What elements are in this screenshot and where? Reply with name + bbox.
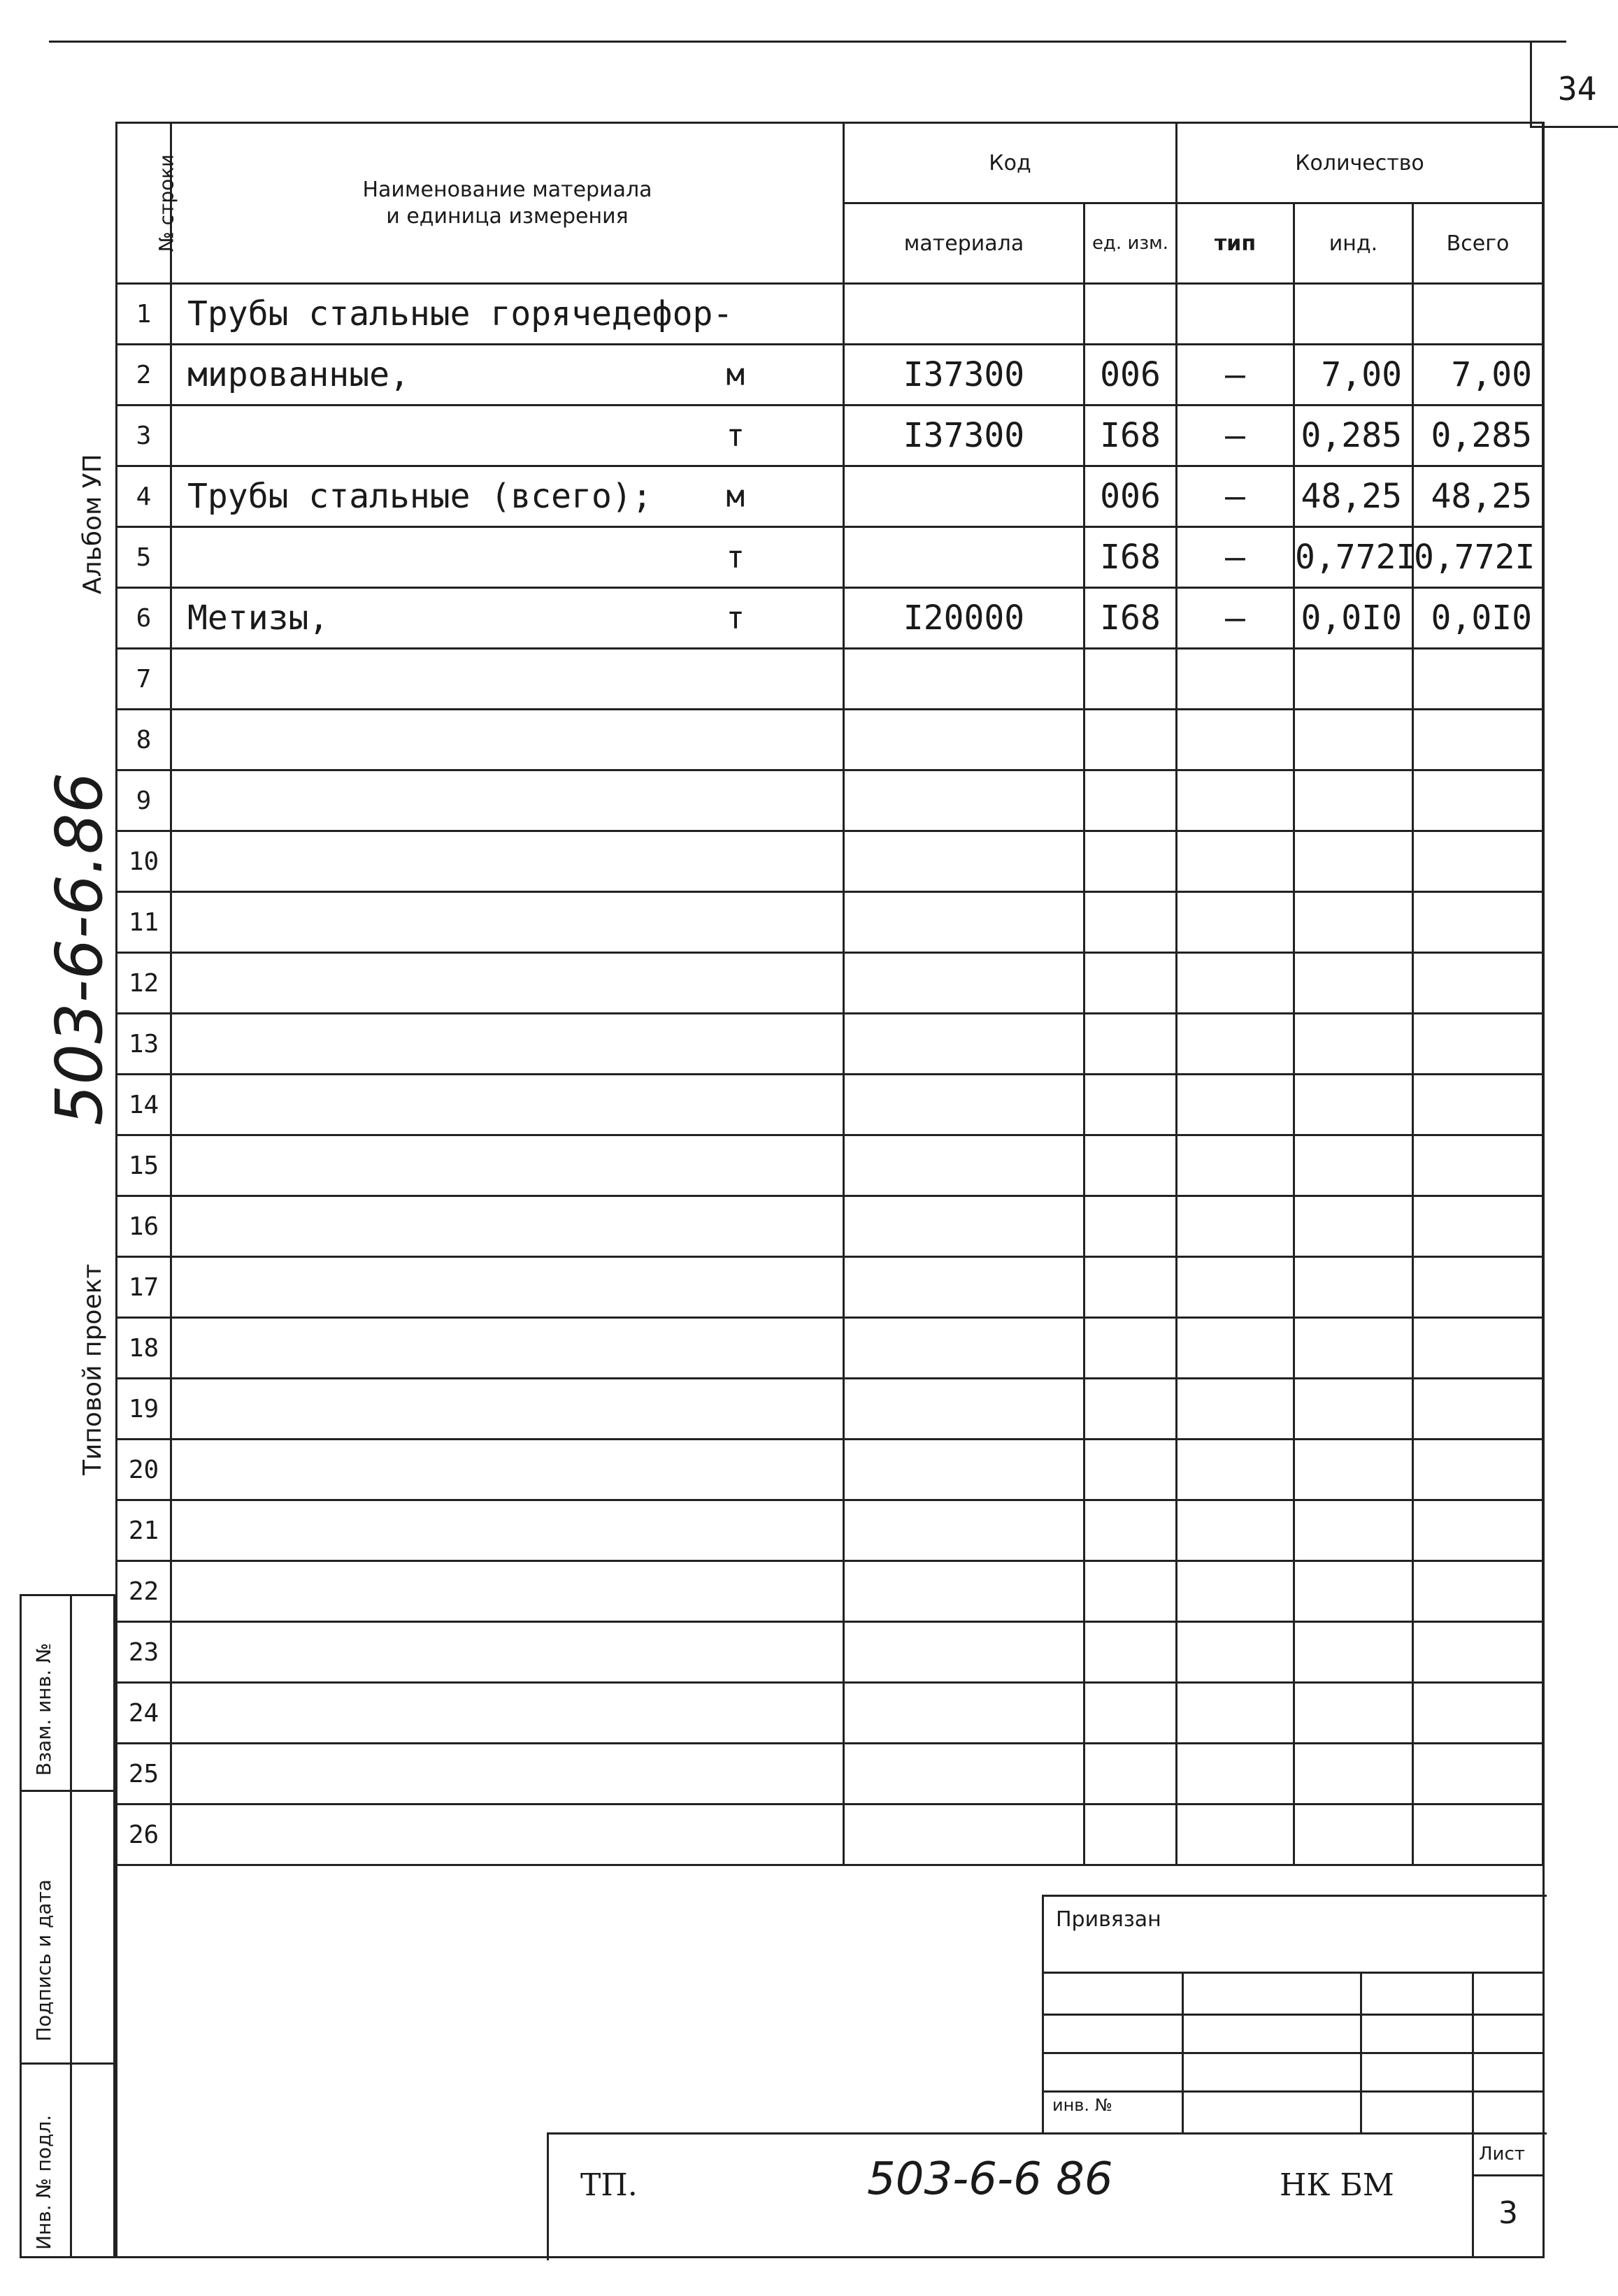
row-number: 16 [117,1196,171,1257]
material-name [171,710,844,770]
attach-line-1 [1042,1972,1545,1974]
row-number: 8 [117,710,171,770]
unit-code [1084,1440,1177,1500]
quantity-total [1413,649,1543,710]
approval-block-divider [70,1594,72,2258]
quantity-type [1177,770,1294,831]
material-name [171,466,844,527]
unit-code [1084,1014,1177,1075]
replacement-inv-label: Взам. инв. № [32,1642,55,1776]
quantity-ind [1294,831,1413,892]
table-row [117,1500,1543,1561]
quantity-type [1177,1014,1294,1075]
material-code [844,1257,1084,1318]
material-name [171,1014,844,1075]
table-row [117,710,1543,770]
quantity-ind [1294,1075,1413,1135]
quantity-type: – [1177,588,1294,649]
page-number-box-left [1530,42,1532,126]
mark-label: НК БМ [1280,2167,1394,2203]
material-code: I37300 [844,406,1084,466]
quantity-ind: 0,772I [1294,527,1413,588]
quantity-total: 0,772I [1413,527,1543,588]
quantity-type [1177,1622,1294,1683]
table-row [117,527,1543,588]
quantity-type [1177,953,1294,1014]
unit-code [1084,1622,1177,1683]
quantity-ind [1294,1135,1413,1196]
inv-original-label: Инв. № подл. [32,2114,55,2250]
quantity-ind: 0,285 [1294,406,1413,466]
material-name [171,831,844,892]
row-number: 21 [117,1500,171,1561]
table-row [117,1744,1543,1804]
quantity-total [1413,1622,1543,1683]
unit-code [1084,1561,1177,1622]
quantity-ind [1294,649,1413,710]
quantity-ind [1294,1014,1413,1075]
sheet-box-divider [1472,2132,1474,2258]
quantity-total [1413,710,1543,770]
quantity-total [1413,892,1543,953]
sheet-label: Лист [1479,2144,1525,2165]
material-name [171,1440,844,1500]
material-code [844,1196,1084,1257]
material-name [171,770,844,831]
quantity-type: – [1177,527,1294,588]
quantity-type [1177,1075,1294,1135]
row-number: 6 [117,588,171,649]
quantity-total [1413,1440,1543,1500]
material-name [171,345,844,406]
quantity-ind: 0,0I0 [1294,588,1413,649]
unit-code: I68 [1084,527,1177,588]
attach-vline-3 [1472,1972,1474,2132]
quantity-type: – [1177,406,1294,466]
table-row [117,588,1543,649]
row-number: 2 [117,345,171,406]
quantity-total [1413,1744,1543,1804]
attach-line-2 [1042,2014,1545,2016]
row-number: 11 [117,892,171,953]
material-code [844,527,1084,588]
material-code [844,892,1084,953]
table-row [117,953,1543,1014]
attach-line-4 [1042,2090,1545,2093]
material-code [844,1804,1084,1865]
header-name: Наименование материала и единица измерения [171,123,844,284]
attach-vline-1 [1182,1972,1184,2132]
page-number: 34 [1558,70,1597,108]
material-name [171,1075,844,1135]
row-number: 22 [117,1561,171,1622]
material-name [171,1500,844,1561]
quantity-total [1413,284,1543,345]
quantity-type [1177,284,1294,345]
header-quantity-group: Количество [1177,123,1543,203]
material-code [844,1744,1084,1804]
material-code [844,1440,1084,1500]
material-code: I37300 [844,345,1084,406]
table-row [117,1804,1543,1865]
table-row [117,1014,1543,1075]
row-number: 14 [117,1075,171,1135]
quantity-total [1413,1804,1543,1865]
table-row [117,892,1543,953]
tp-label: ТП. [580,2167,638,2203]
unit-code: 006 [1084,345,1177,406]
material-unit: м [726,357,745,393]
quantity-type [1177,1318,1294,1379]
quantity-type [1177,1561,1294,1622]
table-row [117,649,1543,710]
row-number: 19 [117,1379,171,1440]
inv-no-label: инв. № [1052,2095,1112,2115]
material-code [844,1622,1084,1683]
signature-date-label: Подпись и дата [32,1879,55,2042]
row-number: 10 [117,831,171,892]
material-code [844,1683,1084,1744]
quantity-ind [1294,1257,1413,1318]
row-number: 4 [117,466,171,527]
table-row [117,1135,1543,1196]
quantity-total [1413,1075,1543,1135]
quantity-total [1413,1135,1543,1196]
quantity-ind [1294,1500,1413,1561]
unit-code [1084,1683,1177,1744]
quantity-type [1177,649,1294,710]
quantity-ind [1294,710,1413,770]
material-name [171,953,844,1014]
header-qty-total: Всего [1413,203,1543,284]
attach-line-3 [1042,2052,1545,2054]
approval-block-line-2 [20,2062,115,2065]
material-code [844,1379,1084,1440]
quantity-type [1177,710,1294,770]
quantity-type [1177,1500,1294,1561]
quantity-type: – [1177,466,1294,527]
material-code [844,284,1084,345]
unit-code [1084,892,1177,953]
material-code [844,1561,1084,1622]
row-number: 5 [117,527,171,588]
row-number: 3 [117,406,171,466]
material-name [171,1622,844,1683]
quantity-type [1177,1257,1294,1318]
quantity-type [1177,892,1294,953]
row-number: 12 [117,953,171,1014]
material-name-text: Метизы, [187,598,329,638]
row-number: 26 [117,1804,171,1865]
material-name-text: мированные, [187,355,410,394]
quantity-total: 7,00 [1413,345,1543,406]
material-code [844,1500,1084,1561]
row-number: 18 [117,1318,171,1379]
material-code [844,466,1084,527]
quantity-total [1413,1318,1543,1379]
material-unit: т [726,417,745,454]
unit-code [1084,1135,1177,1196]
material-code [844,831,1084,892]
material-unit: т [726,539,745,575]
quantity-ind [1294,1744,1413,1804]
project-type-label: Типовой проект [78,1263,107,1475]
material-name [171,1318,844,1379]
quantity-ind [1294,1196,1413,1257]
row-number: 23 [117,1622,171,1683]
table-row [117,466,1543,527]
material-name [171,1379,844,1440]
quantity-total [1413,831,1543,892]
quantity-total [1413,1257,1543,1318]
unit-code [1084,1500,1177,1561]
quantity-type [1177,1379,1294,1440]
side-document-number: 503-6-6.86 [42,772,117,1126]
material-name [171,1744,844,1804]
quantity-total: 48,25 [1413,466,1543,527]
material-code [844,1135,1084,1196]
unit-code: 006 [1084,466,1177,527]
material-name [171,1804,844,1865]
quantity-total: 0,285 [1413,406,1543,466]
table-row [117,770,1543,831]
table-row [117,1257,1543,1318]
table-row [117,1196,1543,1257]
table-row [117,1561,1543,1622]
quantity-ind: 7,00 [1294,345,1413,406]
album-label: Альбом УП [78,454,107,594]
table-row [117,1379,1543,1440]
material-code [844,1014,1084,1075]
unit-code: I68 [1084,588,1177,649]
quantity-ind [1294,284,1413,345]
table-row [117,1622,1543,1683]
quantity-total [1413,1196,1543,1257]
material-name [171,527,844,588]
unit-code [1084,1379,1177,1440]
unit-code [1084,649,1177,710]
quantity-ind [1294,1804,1413,1865]
quantity-ind [1294,1440,1413,1500]
approval-block-line-1 [20,1790,115,1792]
material-name-text: Трубы стальные (всего); [187,477,652,516]
material-name [171,1135,844,1196]
header-row-number: № строки [117,123,171,284]
quantity-ind [1294,1379,1413,1440]
unit-code [1084,1318,1177,1379]
header-code-material: материала [844,203,1084,284]
material-name [171,649,844,710]
unit-code [1084,1744,1177,1804]
row-number: 1 [117,284,171,345]
table-header [117,123,1543,284]
quantity-type [1177,1804,1294,1865]
unit-code [1084,1804,1177,1865]
header-code-group: Код [844,123,1177,203]
sheet-box-line [1472,2174,1545,2176]
row-number: 13 [117,1014,171,1075]
quantity-total [1413,1500,1543,1561]
attach-vline-2 [1360,1972,1362,2132]
material-code [844,710,1084,770]
quantity-ind [1294,953,1413,1014]
unit-code: I68 [1084,406,1177,466]
unit-code [1084,953,1177,1014]
header-code-unit: ед. изм. [1084,203,1177,284]
unit-code [1084,710,1177,770]
quantity-total [1413,1561,1543,1622]
material-name [171,1683,844,1744]
quantity-total: 0,0I0 [1413,588,1543,649]
quantity-ind [1294,1318,1413,1379]
material-code [844,770,1084,831]
row-number: 7 [117,649,171,710]
quantity-total [1413,1379,1543,1440]
quantity-type [1177,1683,1294,1744]
table-row [117,345,1543,406]
row-number: 24 [117,1683,171,1744]
title-document-number: 503-6-6 86 [867,2153,1113,2205]
table-body [117,284,1543,1865]
material-name [171,588,844,649]
material-name-text: Трубы стальные горячедефор- [187,294,733,333]
header-qty-type: тип [1177,203,1294,284]
row-number: 9 [117,770,171,831]
material-code [844,649,1084,710]
specification-table [115,122,1544,1866]
quantity-type [1177,1196,1294,1257]
material-code: I20000 [844,588,1084,649]
material-name [171,284,844,345]
row-number: 20 [117,1440,171,1500]
table-row [117,406,1543,466]
table-row [117,1440,1543,1500]
material-name [171,406,844,466]
top-rule [49,41,1566,43]
quantity-ind [1294,770,1413,831]
unit-code [1084,831,1177,892]
unit-code [1084,1257,1177,1318]
quantity-ind [1294,1683,1413,1744]
table-row [117,1318,1543,1379]
row-number: 25 [117,1744,171,1804]
material-code [844,1075,1084,1135]
material-name [171,892,844,953]
unit-code [1084,1075,1177,1135]
material-name [171,1257,844,1318]
row-number: 15 [117,1135,171,1196]
quantity-type [1177,831,1294,892]
quantity-type [1177,1440,1294,1500]
quantity-total [1413,770,1543,831]
quantity-total [1413,1683,1543,1744]
material-name [171,1561,844,1622]
unit-code [1084,284,1177,345]
quantity-total [1413,953,1543,1014]
header-qty-ind: инд. [1294,203,1413,284]
quantity-type [1177,1135,1294,1196]
quantity-ind: 48,25 [1294,466,1413,527]
quantity-total [1413,1014,1543,1075]
material-name [171,1196,844,1257]
sheet-number: 3 [1498,2195,1518,2231]
unit-code [1084,1196,1177,1257]
quantity-ind [1294,1561,1413,1622]
material-unit: т [726,600,745,636]
attached-label: Привязан [1056,1907,1161,1932]
table-row [117,1075,1543,1135]
table-row [117,284,1543,345]
quantity-ind [1294,1622,1413,1683]
table-row [117,831,1543,892]
material-unit: м [726,478,745,515]
row-number: 17 [117,1257,171,1318]
material-code [844,953,1084,1014]
table-row [117,1683,1543,1744]
material-code [844,1318,1084,1379]
quantity-type: – [1177,345,1294,406]
quantity-type [1177,1744,1294,1804]
unit-code [1084,770,1177,831]
quantity-ind [1294,892,1413,953]
